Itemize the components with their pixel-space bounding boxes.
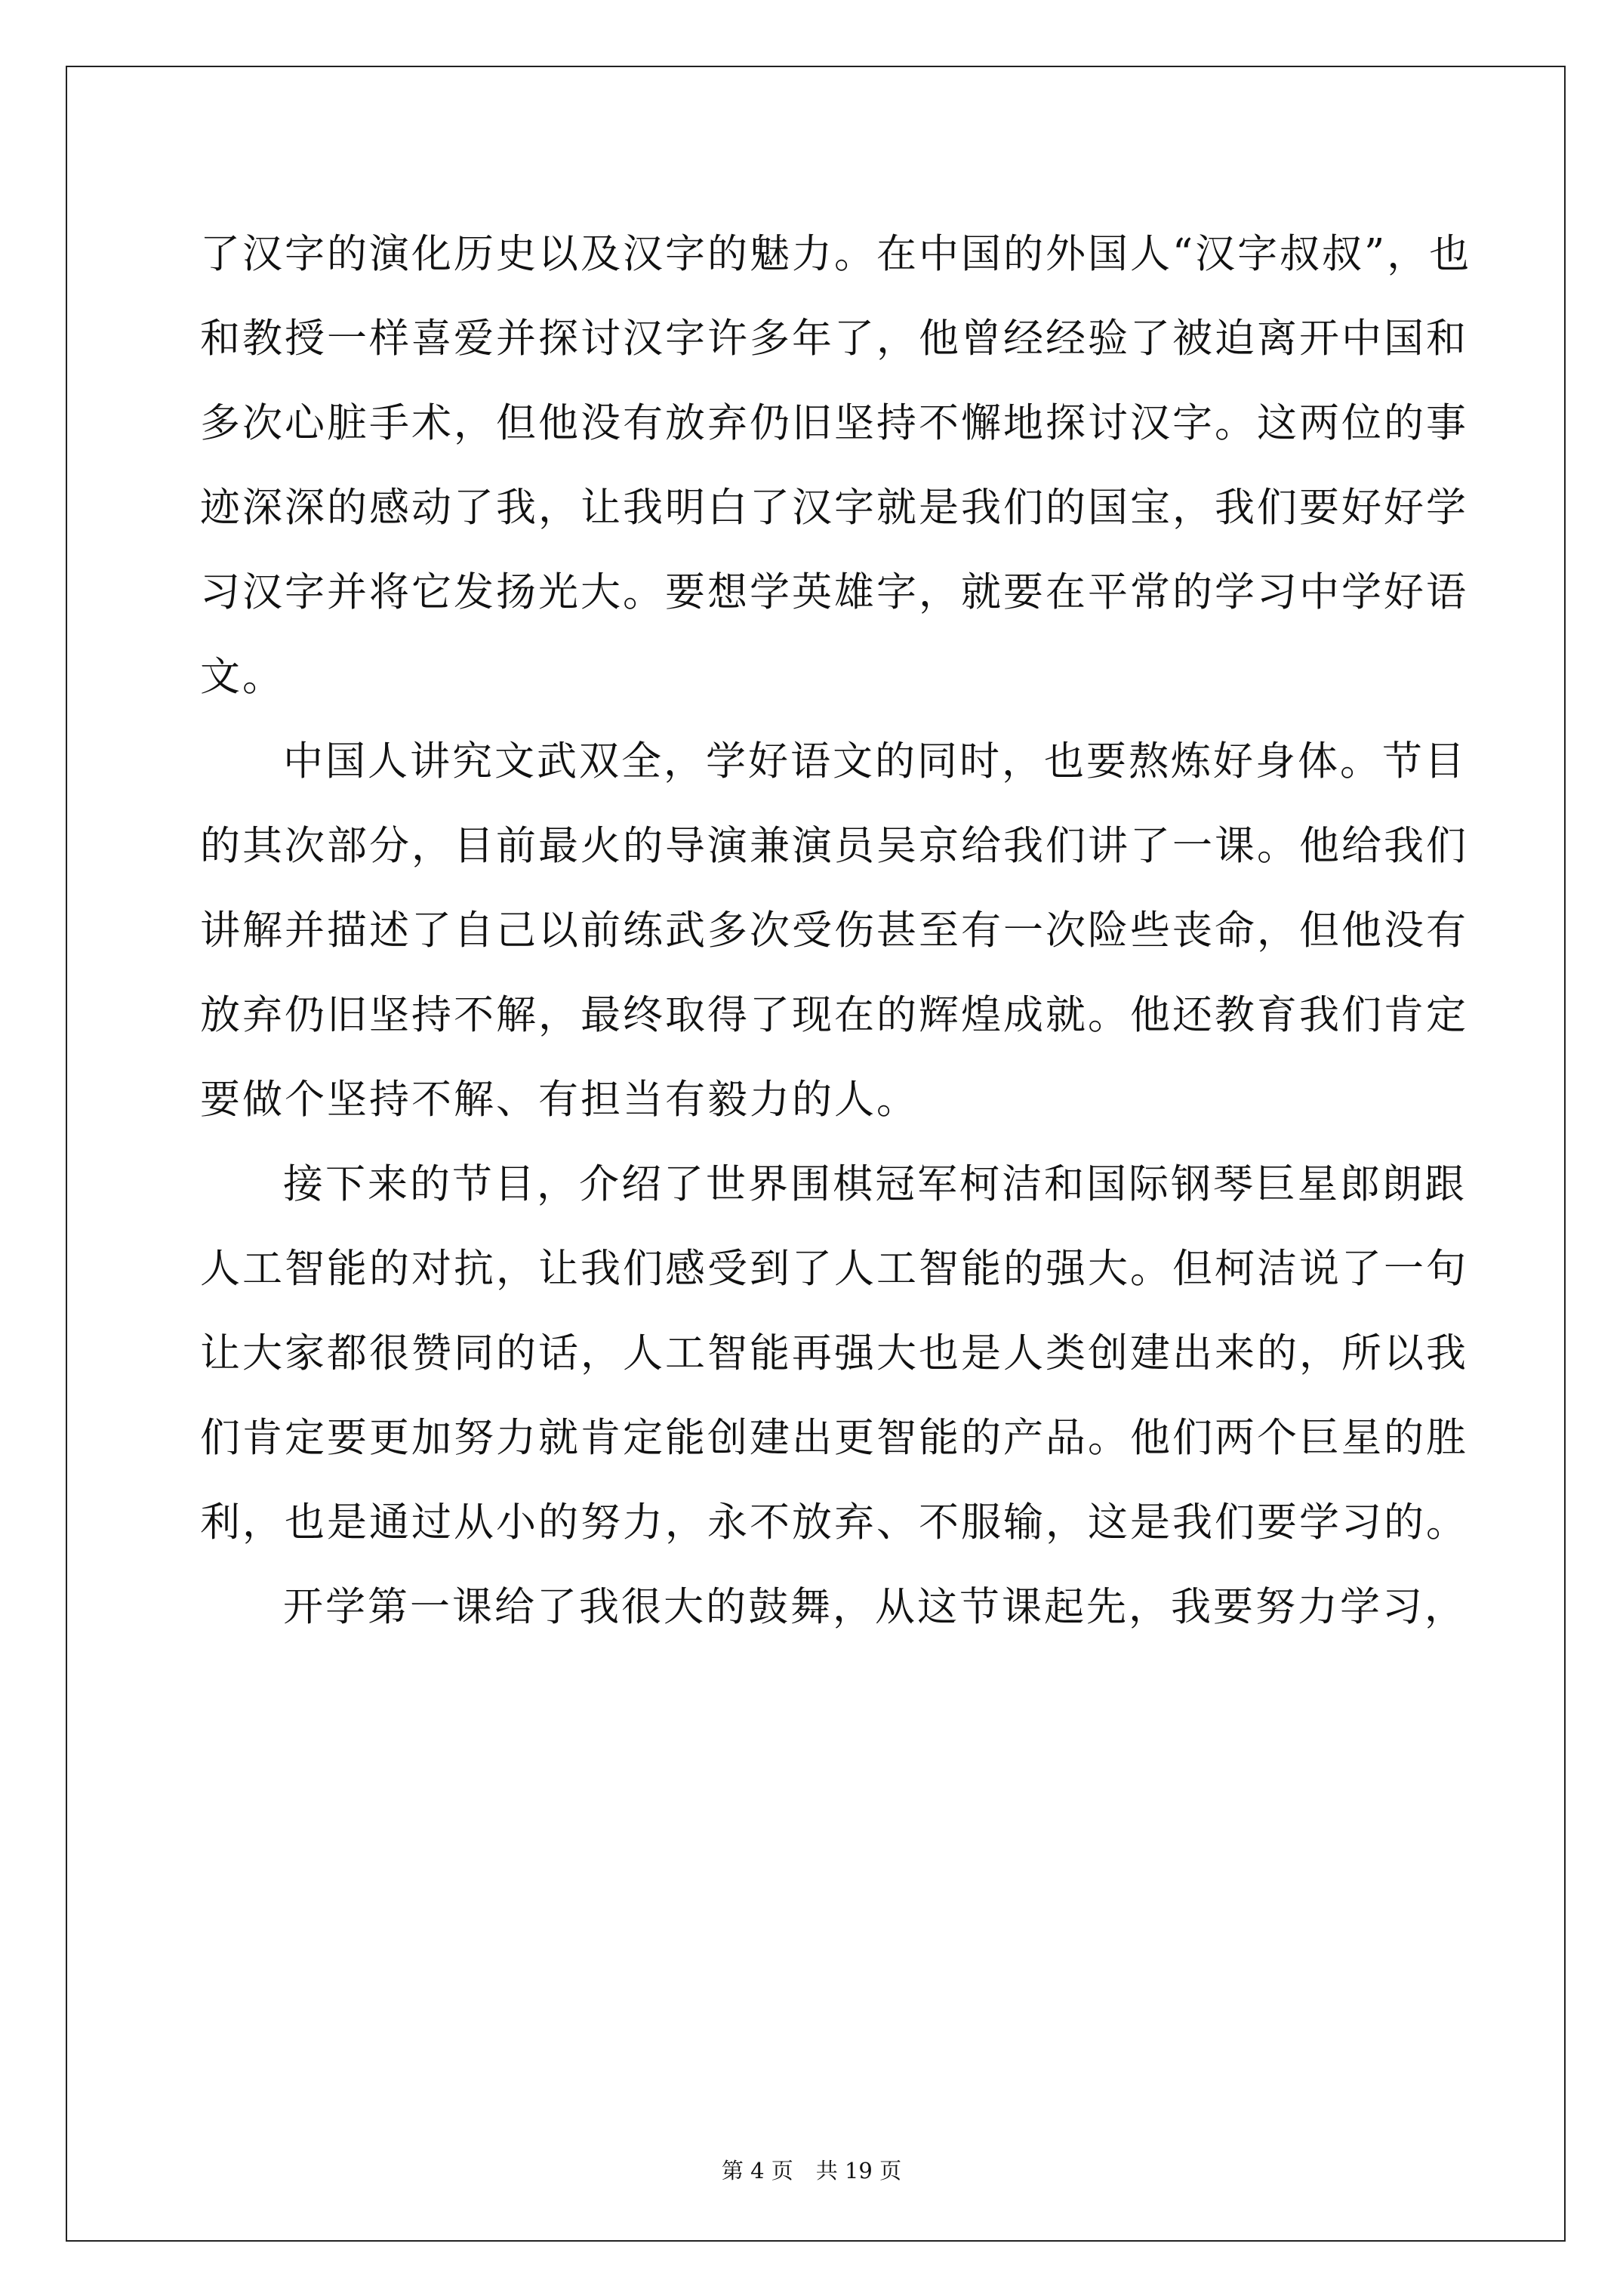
text-line: 了汉字的演化历史以及汉字的魅力。在中国的外国人“汉字叔叔”，也 [200,231,1472,277]
document-body [200,224,1472,1662]
text-line: 和教授一样喜爱并探讨汉字许多年了，他曾经经验了被迫离开中国和 [200,316,1468,362]
page-footer [0,2156,1623,2186]
text-line: 的其次部分，目前最火的导演兼演员吴京给我们讲了一课。他给我们 [200,823,1468,869]
text-line: 讲解并描述了自己以前练武多次受伤甚至有一次险些丧命，但他没有 [200,908,1468,954]
text-line: 们肯定要更加努力就肯定能创建出更智能的产品。他们两个巨星的胜 [200,1415,1468,1461]
paragraph-first-line: 接下来的节目，介绍了世界围棋冠军柯洁和国际钢琴巨星郎朗跟 [283,1161,1467,1207]
page-number: 第 4 页 [721,2158,793,2184]
paragraph-first-line: 中国人讲究文武双全，学好语文的同时，也要熬炼好身体。节目 [283,738,1467,784]
text-line: 要做个坚持不解、有担当有毅力的人。 [200,1077,919,1123]
text-line: 人工智能的对抗，让我们感受到了人工智能的强大。但柯洁说了一句 [200,1246,1468,1292]
page-total: 共 19 页 [815,2158,902,2184]
text-line: 利，也是通过从小的努力，永不放弃、不服输，这是我们要学习的。 [200,1499,1468,1546]
text-line: 放弃仍旧坚持不解，最终取得了现在的辉煌成就。他还教育我们肯定 [200,992,1468,1038]
paragraph-first-line: 开学第一课给了我很大的鼓舞，从这节课起先，我要努力学习， [283,1584,1467,1630]
text-line: 迹深深的感动了我，让我明白了汉字就是我们的国宝，我们要好好学 [200,485,1468,531]
text-line: 多次心脏手术，但他没有放弃仍旧坚持不懈地探讨汉字。这两位的事 [200,400,1468,446]
text-line: 让大家都很赞同的话，人工智能再强大也是人类创建出来的，所以我 [200,1330,1468,1376]
text-line: 习汉字并将它发扬光大。要想学英雄字，就要在平常的学习中学好语 [200,569,1468,615]
text-line: 文。 [200,654,285,700]
